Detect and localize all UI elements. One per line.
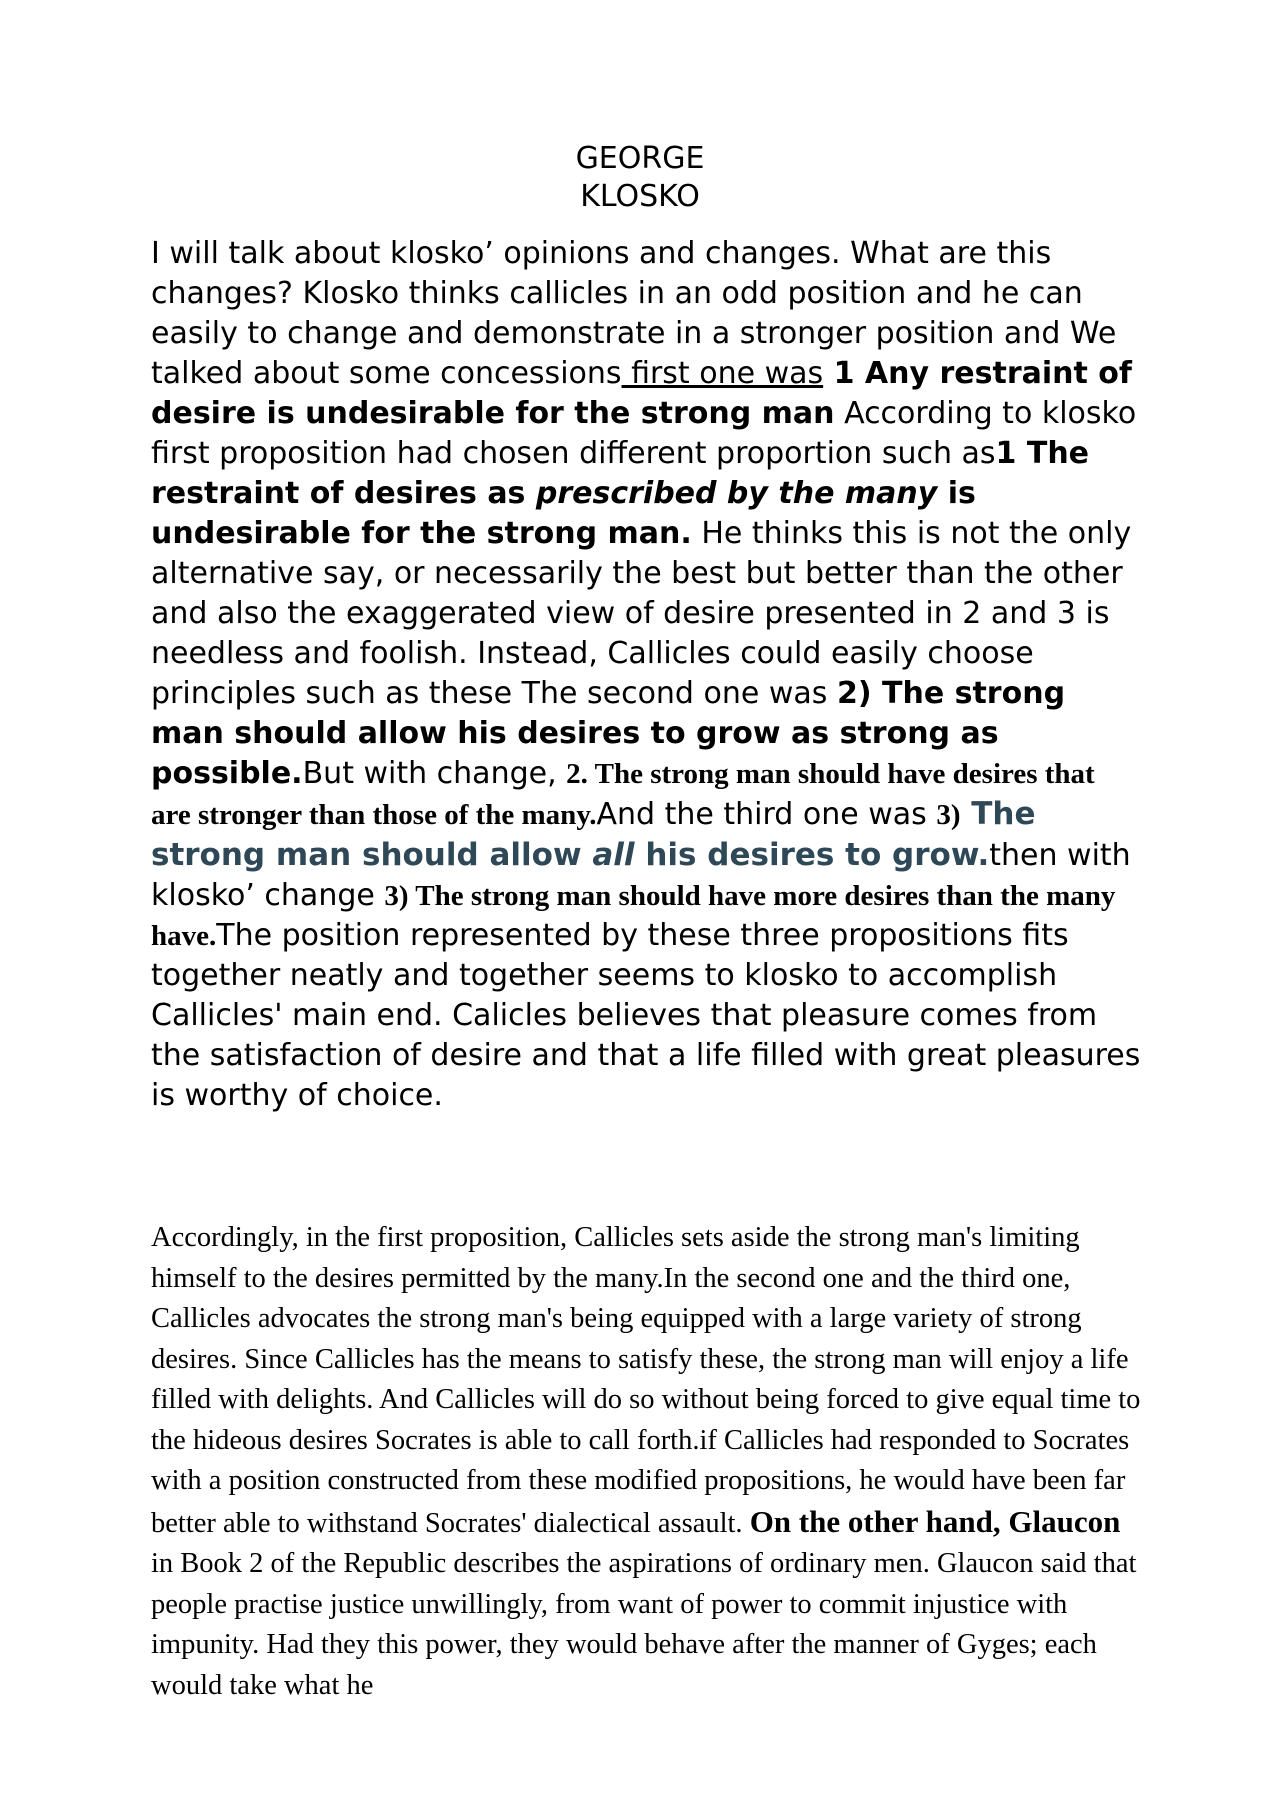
serif-bold-text: 3)	[936, 799, 961, 831]
highlighted-proposition-italic: all	[592, 837, 635, 873]
title-line-1: GEORGE	[575, 141, 705, 176]
bold-text: 2) The strong man should allow his desires to grow as strong as possible.	[151, 676, 1066, 791]
highlighted-proposition: his desires to grow.	[634, 837, 990, 873]
highlighted-proposition: The strong man should allow	[151, 796, 1036, 873]
text-run: in Book 2 of the Republic describes the aspirations of ordinary men. Glaucon said that people practise justice unwillingly, from want of power to commit injustice with impunity. Had they this power, they would behave after the manner of Gyges; each would take what he	[151, 1548, 1137, 1701]
text-run: Accordingly, in the first proposition, Callicles sets aside the strong man's limiting himself to the desires permitted by the many.In the second one and the third one, Callicles advocates the strong man's being equipped with a large variety of strong desires. Since Callicles has the means to satisfy these, the strong man will enjoy a life filled with delights. And Callicles will do so without being forced to give equal time to the hideous desires Socrates is able to call forth.if Callicles had responded to Socrates with a position constructed from these modified propositions, he would have been far better able to withstand Socrates' dialectical assault.	[151, 1222, 1141, 1539]
text-run: He thinks this is not the only alternative say, or necessarily the best but better than the other and also the exaggerated view of desire presented in 2 and 3 is needless and foolish. Instead, Callicles could easily choose principles such as these The second one was	[151, 516, 1132, 711]
text-run: I will talk about klosko’ opinions and changes. What are this changes? Klosko thinks callicles in an odd position and he can easily to change and demonstrate in a stronger position and We talked about some concessions	[151, 236, 1117, 391]
underlined-text: first one was	[621, 356, 824, 391]
bold-text: 1 The restraint of desires as	[151, 436, 1090, 511]
text-run: The position represented by these three propositions fits together neatly and together seems to klosko to accomplish Callicles' main end. Calicles believes that pleasure comes from the satisfaction of desire and that a life filled with great pleasures is worthy of choice.	[151, 918, 1141, 1113]
serif-bold-text: 2. The strong man should have desires that are stronger than those of the many.	[151, 758, 1095, 831]
text-run: then with klosko’ change	[151, 838, 1131, 913]
text-run: And the third one was	[596, 797, 937, 832]
text-run: According to klosko first proposition had chosen different proportion such as	[151, 396, 1137, 471]
bold-text: is undesirable for the strong man.	[151, 476, 976, 551]
bold-text: 1 Any restraint of desire is undesirable for the strong man	[151, 356, 1132, 431]
bold-text: On the other hand, Glaucon	[749, 1503, 1121, 1539]
text-run: But with change,	[302, 756, 567, 791]
document-title	[540, 140, 740, 216]
title-line-2: KLOSKO	[580, 179, 700, 214]
body-paragraph-2	[151, 1218, 1141, 1706]
bold-italic-text: prescribed by the many	[535, 476, 938, 511]
body-paragraph-1	[151, 234, 1141, 1116]
serif-bold-text: 3) The strong man should have more desires than the many have.	[151, 880, 1116, 952]
